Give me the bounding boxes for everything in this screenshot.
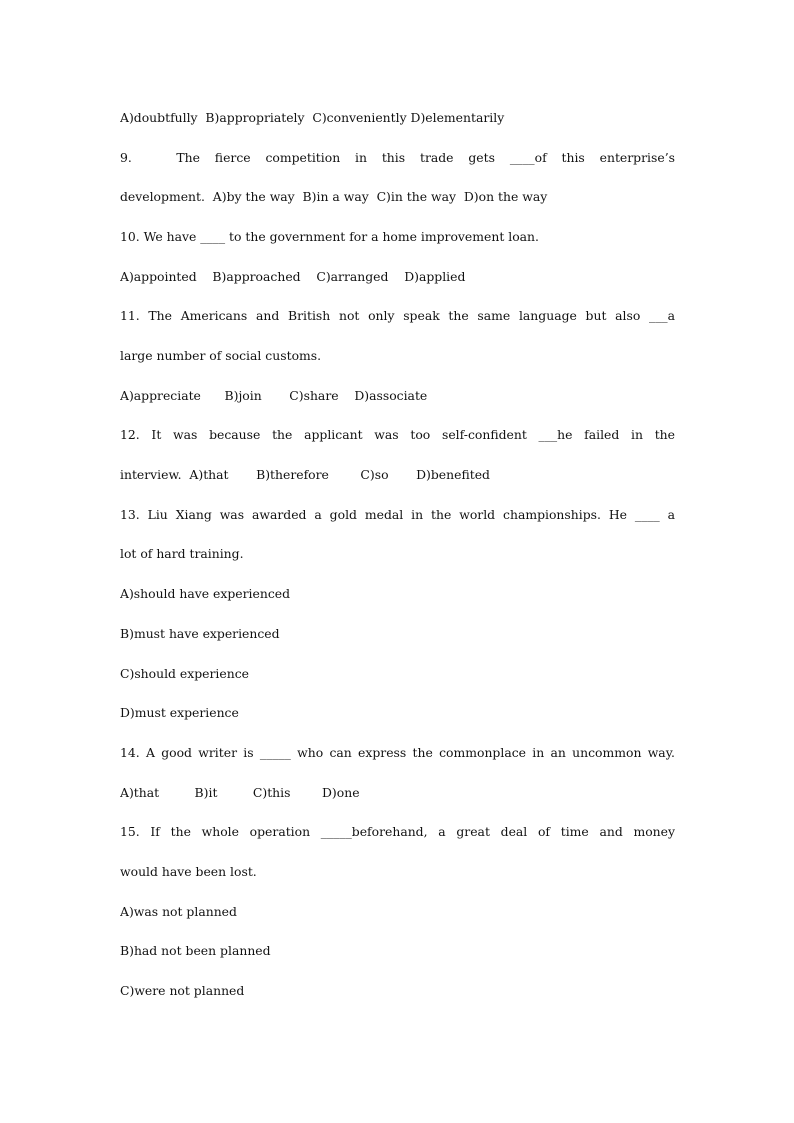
q15-stem: 15. If the whole operation _____beforehand, a great deal of time and money (120, 824, 675, 839)
q15-option-b: B)had not been planned (120, 943, 271, 958)
q11-stem-cont: large number of social customs. (120, 348, 322, 363)
q10-options: A)appointed B)approached C)arranged D)applied (120, 269, 466, 284)
q14-stem: 14. A good writer is _____ who can express the commonplace in an uncommon way. (120, 745, 675, 760)
q8-options: A)doubtfully B)appropriately C)conveniently D)elementarily (120, 110, 505, 125)
q11-options: A)appreciate B)join C)share D)associate (120, 388, 428, 403)
q13-stem: 13. Liu Xiang was awarded a gold medal in the world championships. He ____ a (120, 507, 675, 522)
q13-option-b: B)must have experienced (120, 626, 280, 641)
q13-option-c: C)should experience (120, 666, 249, 681)
q11-stem: 11. The Americans and British not only speak the same language but also ___a (120, 308, 675, 323)
q14-options: A)that B)it C)this D)one (120, 785, 360, 800)
document-page (120, 0, 675, 1123)
q15-stem-cont: would have been lost. (120, 864, 257, 879)
q15-option-a: A)was not planned (120, 904, 237, 919)
q15-option-c: C)were not planned (120, 983, 245, 998)
q10-stem: 10. We have ____ to the government for a home improvement loan. (120, 229, 539, 244)
q9-stem: 9. The fierce competition in this trade gets ____of this enterprise’s (120, 150, 675, 165)
q13-option-d: D)must experience (120, 705, 239, 720)
q13-option-a: A)should have experienced (120, 586, 291, 601)
q13-stem-cont: lot of hard training. (120, 546, 244, 561)
q12-stem: 12. It was because the applicant was too self-confident ___he failed in the (120, 427, 675, 442)
q12-options: interview. A)that B)therefore C)so D)benefited (120, 467, 490, 482)
q9-options: development. A)by the way B)in a way C)in the way D)on the way (120, 189, 548, 204)
